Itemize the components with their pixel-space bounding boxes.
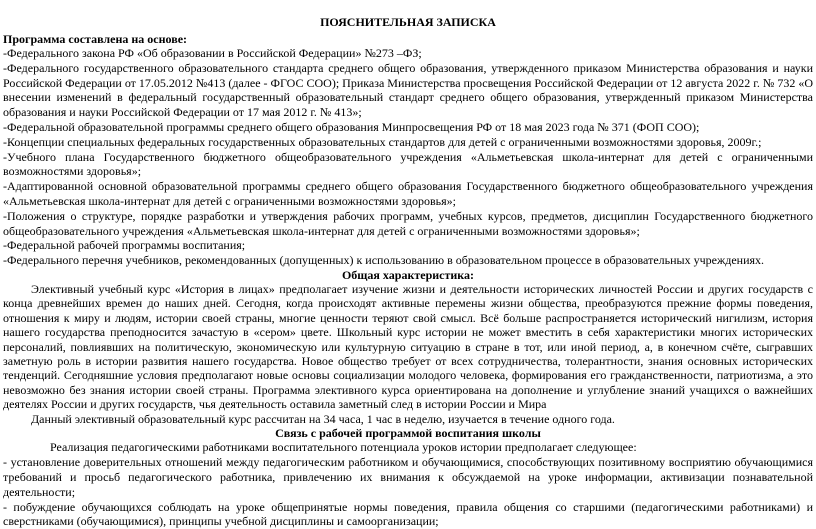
general-paragraph: Элективный учебный курс «История в лицах» предполагает изучение жизни и деятельности исторических личностей России и других государств с конца древнейших времен до наших дней. Сегодня, когда происходят активные перемены жизни общества, преобразуются прежние формы поведения, отношения к миру и людям, истории своей страны, многие ценности теряют свой смысл. Всё больше распространяется исторический нигилизм, история нашего государства преподносится зачастую в «сером» цвете. Школьный курс истории не может вместить в себя характеристики многих исторических персоналий, повлиявших на политическую, экономическую или культурную ситуацию в стране в тот, или иной период, а, в конечном счёте, сыгравших заметную роль в истории развития нашего государства. Новое общество требует от всех сотрудничества, толерантности, знания основных исторических тенденций. Сегодняшние условия предполагают новые основы социализации молодого человека, формирования его гражданственности, патриотизма, а это невозможно без знания истории своей страны. Программа элективного курса ориентирована на дополнение и углубление знаний учащихся о важнейших деятелях России и других государств, чья деятельность оставила заметный след в истории России и Мира (3, 281, 813, 412)
basis-item: -Положения о структуре, порядке разработки и утверждения рабочих программ, учебных курсов, предметов, дисциплин Государственного бюджетного общеобразовательного учреждения «Альметьевская школа-интернат для детей с ограниченными возможностями здоровья»; (3, 208, 813, 238)
basis-item: -Федерального перечня учебников, рекомендованных (допущенных) к использованию в образовательном процессе в образовательных учреждениях. (3, 253, 765, 268)
basis-heading: Программа составлена на основе: (3, 32, 188, 46)
document-title: ПОЯСНИТЕЛЬНАЯ ЗАПИСКА (320, 15, 496, 29)
general-heading: Общая характеристика: (341, 267, 475, 282)
basis-item: -Федеральной образовательной программы среднего общего образования Минпросвещения РФ от 18 мая 2023 года № 371 (ФОП СОО); (3, 119, 700, 134)
basis-item: -Учебного плана Государственного бюджетного общеобразовательного учреждения «Альметьевская школа-интернат для детей с ограниченными возможностями здоровья»; (3, 149, 813, 179)
basis-list (3, 46, 813, 268)
basis-item: -Адаптированной основной образовательной программы среднего общего образования Государственного бюджетного общеобразовательного учреждения «Альметьевская школа-интернат для детей с ограниченными возможностями здоровья»; (3, 179, 813, 208)
upbringing-heading: Связь с рабочей программой воспитания школы (275, 426, 541, 441)
basis-item: -Концепции специальных федеральных государственных образовательных стандартов для детей с ограниченными возможностями здоровья, 2009г.; (3, 134, 762, 149)
course-hours-paragraph: Данный элективный образовательный курс рассчитан на 34 часа, 1 час в неделю, изучается в течение одного года. (31, 411, 615, 426)
upbringing-intro: Реализация педагогическими работниками воспитательного потенциала уроков истории предполагает следующее: (50, 440, 637, 455)
basis-item: -Федерального государственного образовательного стандарта среднего общего образования, утвержденного приказом Министерства образования и науки Российской Федерации от 17.05.2012 №413 (далее - ФГОС СОО); Приказа Министерства просвещения Российской Федерации от 12 августа 2022 г. № 732 «О внесении изменений в федеральный государственный образовательный стандарт среднего общего образования, утвержденный приказом Министерства образования и науки Российской Федерации от 17 мая 2012 г. № 413»; (3, 60, 813, 120)
upbringing-item: - побуждение обучающихся соблюдать на уроке общепринятые нормы поведения, правила общения со старшими (педагогическими работниками) и сверстниками (обучающимися), принципы учебной дисциплины и самоорганизации; (3, 499, 813, 529)
upbringing-item: - установление доверительных отношений между педагогическим работником и обучающимися, способствующих позитивному восприятию обучающимися требований и просьб педагогического работника, привлечению их внимания к обсуждаемой на уроке информации, активизации познавательной деятельности; (3, 455, 813, 499)
basis-item: -Федерального закона РФ «Об образовании в Российской Федерации» №273 –ФЗ; (3, 46, 422, 60)
basis-item: -Федеральной рабочей программы воспитания; (3, 238, 246, 253)
